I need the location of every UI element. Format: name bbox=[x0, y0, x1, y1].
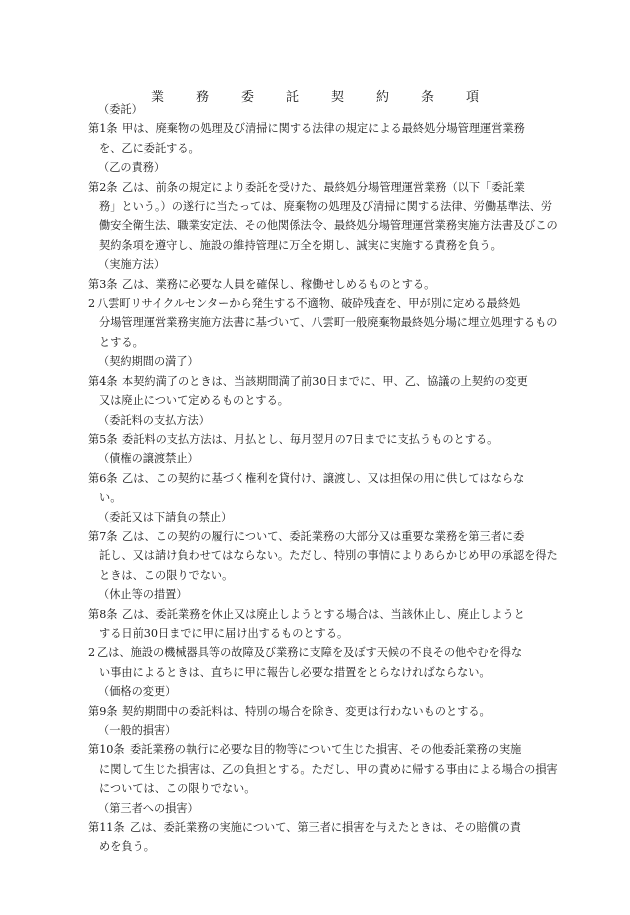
article-number: 第5条 bbox=[88, 432, 118, 446]
article-number: 第3条 bbox=[88, 277, 118, 291]
article-text-continuation: する日前30日までに甲に届け出するものとする。 bbox=[99, 626, 349, 640]
article-text-continuation: 又は廃止について定めるものとする。 bbox=[99, 394, 289, 408]
article-text-first-line: 乙は、施設の機械器具等の故障及び業務に支障を及ぼす天候の不良その他やむを得な bbox=[97, 646, 523, 660]
article-number: 第2条 bbox=[88, 180, 118, 194]
title-char: 務 bbox=[195, 90, 209, 105]
article-text-first-line: 乙は、前条の規定により委託を受けた、最終処分場管理運営業務（以下「委託業 bbox=[122, 180, 525, 194]
title-char: 委 bbox=[240, 90, 254, 105]
article-text-continuation: に関して生じた損害は、乙の負担とする。ただし、甲の責めに帰する事由による場合の損害については、この限りでない。 bbox=[99, 762, 558, 796]
section-heading: （委託料の支払方法） bbox=[98, 413, 210, 427]
article-paragraph bbox=[88, 294, 558, 352]
section-heading: （実施方法） bbox=[98, 258, 166, 272]
section-heading: （休止等の措置） bbox=[98, 588, 188, 602]
article-paragraph bbox=[88, 818, 558, 857]
article-text-continuation: 分場管理運営業務実施方法書に基づいて、八雲町一般廃棄物最終処分場に埋立処理するものとする。 bbox=[99, 316, 558, 349]
title-char: 契 bbox=[331, 90, 345, 105]
article-paragraph bbox=[88, 740, 558, 798]
article-text-first-line: 甲は、廃棄物の処理及び清掃に関する法律の規定による最終処分場管理運営業務 bbox=[122, 122, 525, 136]
article-number: 2 bbox=[88, 297, 96, 311]
article-text-first-line: 本契約満了のときは、当該期間満了前30日までに、甲、乙、協議の上契約の変更 bbox=[122, 374, 528, 388]
section-heading: （委託） bbox=[98, 103, 143, 116]
article-paragraph bbox=[88, 702, 558, 721]
section-heading: （価格の変更） bbox=[98, 685, 177, 699]
article-paragraph bbox=[88, 643, 558, 682]
article-text-first-line: 乙は、この契約の履行について、委託業務の大部分又は重要な業務を第三者に委 bbox=[122, 529, 525, 543]
article-text-first-line: 委託料の支払方法は、月払とし、毎月翌月の7日までに支払うものとする。 bbox=[122, 432, 499, 446]
article-text-first-line: 乙は、委託業務の実施について、第三者に損害を与えたときは、その賠償の責 bbox=[130, 821, 522, 835]
article-paragraph bbox=[88, 119, 558, 158]
article-number: 第1条 bbox=[88, 122, 118, 136]
article-number: 第4条 bbox=[88, 374, 118, 388]
article-paragraph bbox=[88, 372, 558, 411]
title-char: 項 bbox=[466, 90, 480, 105]
article-paragraph bbox=[88, 430, 558, 449]
section-heading: （債権の譲渡禁止） bbox=[98, 452, 199, 466]
article-text-continuation: 託し、又は請け負わせてはならない。ただし、特別の事情によりあらかじめ甲の承認を得たときは、この限りでない。 bbox=[99, 549, 558, 582]
article-number: 第7条 bbox=[88, 529, 118, 543]
section-heading: （一般的損害） bbox=[98, 724, 177, 737]
article-text-first-line: 乙は、業務に必要な人員を確保し、稼働せしめるものとする。 bbox=[122, 277, 436, 291]
article-text-continuation: い。 bbox=[99, 491, 122, 505]
article-text-first-line: 委託業務の執行に必要な目的物等について生じた損害、その他委託業務の実施 bbox=[130, 743, 522, 757]
article-number: 第8条 bbox=[88, 607, 118, 621]
article-text-continuation: めを負う。 bbox=[99, 840, 155, 854]
section-heading: （契約期間の満了） bbox=[98, 355, 199, 369]
article-text-continuation: 務」という。）の遂行に当たっては、廃棄物の処理及び清掃に関する法律、労働基準法、労働安全衛生法、職業安定法、その他関係法令、最終処分場管理運営業務実施方法書及びこの契約条項を遵守し、施設の維持管理に万全を期し、誠実に実施する責務を負う。 bbox=[99, 200, 558, 252]
article-number: 第10条 bbox=[88, 743, 125, 757]
section-heading: （乙の責務） bbox=[98, 161, 166, 175]
article-paragraph bbox=[88, 275, 558, 294]
article-number: 第11条 bbox=[88, 821, 125, 835]
article-text-first-line: 乙は、委託業務を休止又は廃止しようとする場合は、当該休止し、廃止しようと bbox=[122, 607, 525, 621]
article-number: 2 bbox=[88, 646, 96, 660]
document-body bbox=[88, 100, 558, 857]
article-paragraph bbox=[88, 469, 558, 508]
title-char: 条 bbox=[421, 90, 435, 105]
title-char: 約 bbox=[376, 90, 390, 105]
article-text-continuation: い事由によるときは、直ちに甲に報告し必要な措置をとらなければならない。 bbox=[99, 665, 491, 679]
section-heading: （委託又は下請負の禁止） bbox=[98, 510, 233, 524]
article-text-first-line: 乙は、この契約に基づく権利を貸付け、譲渡し、又は担保の用に供してはならな bbox=[122, 471, 525, 485]
article-text-continuation: を、乙に委託する。 bbox=[99, 141, 200, 155]
article-paragraph bbox=[88, 527, 558, 585]
article-number: 第9条 bbox=[88, 704, 118, 718]
section-heading: （第三者への損害） bbox=[98, 801, 199, 815]
article-paragraph bbox=[88, 178, 558, 256]
article-text-first-line: 八雲町リサイクルセンターから発生する不適物、破砕残査を、甲が別に定める最終処 bbox=[97, 297, 521, 311]
article-number: 第6条 bbox=[88, 471, 118, 485]
article-paragraph bbox=[88, 605, 558, 644]
title-char: 業 bbox=[150, 90, 164, 105]
article-text-first-line: 契約期間中の委託料は、特別の場合を除き、変更は行わないものとする。 bbox=[122, 704, 491, 718]
title-char: 託 bbox=[285, 90, 299, 105]
